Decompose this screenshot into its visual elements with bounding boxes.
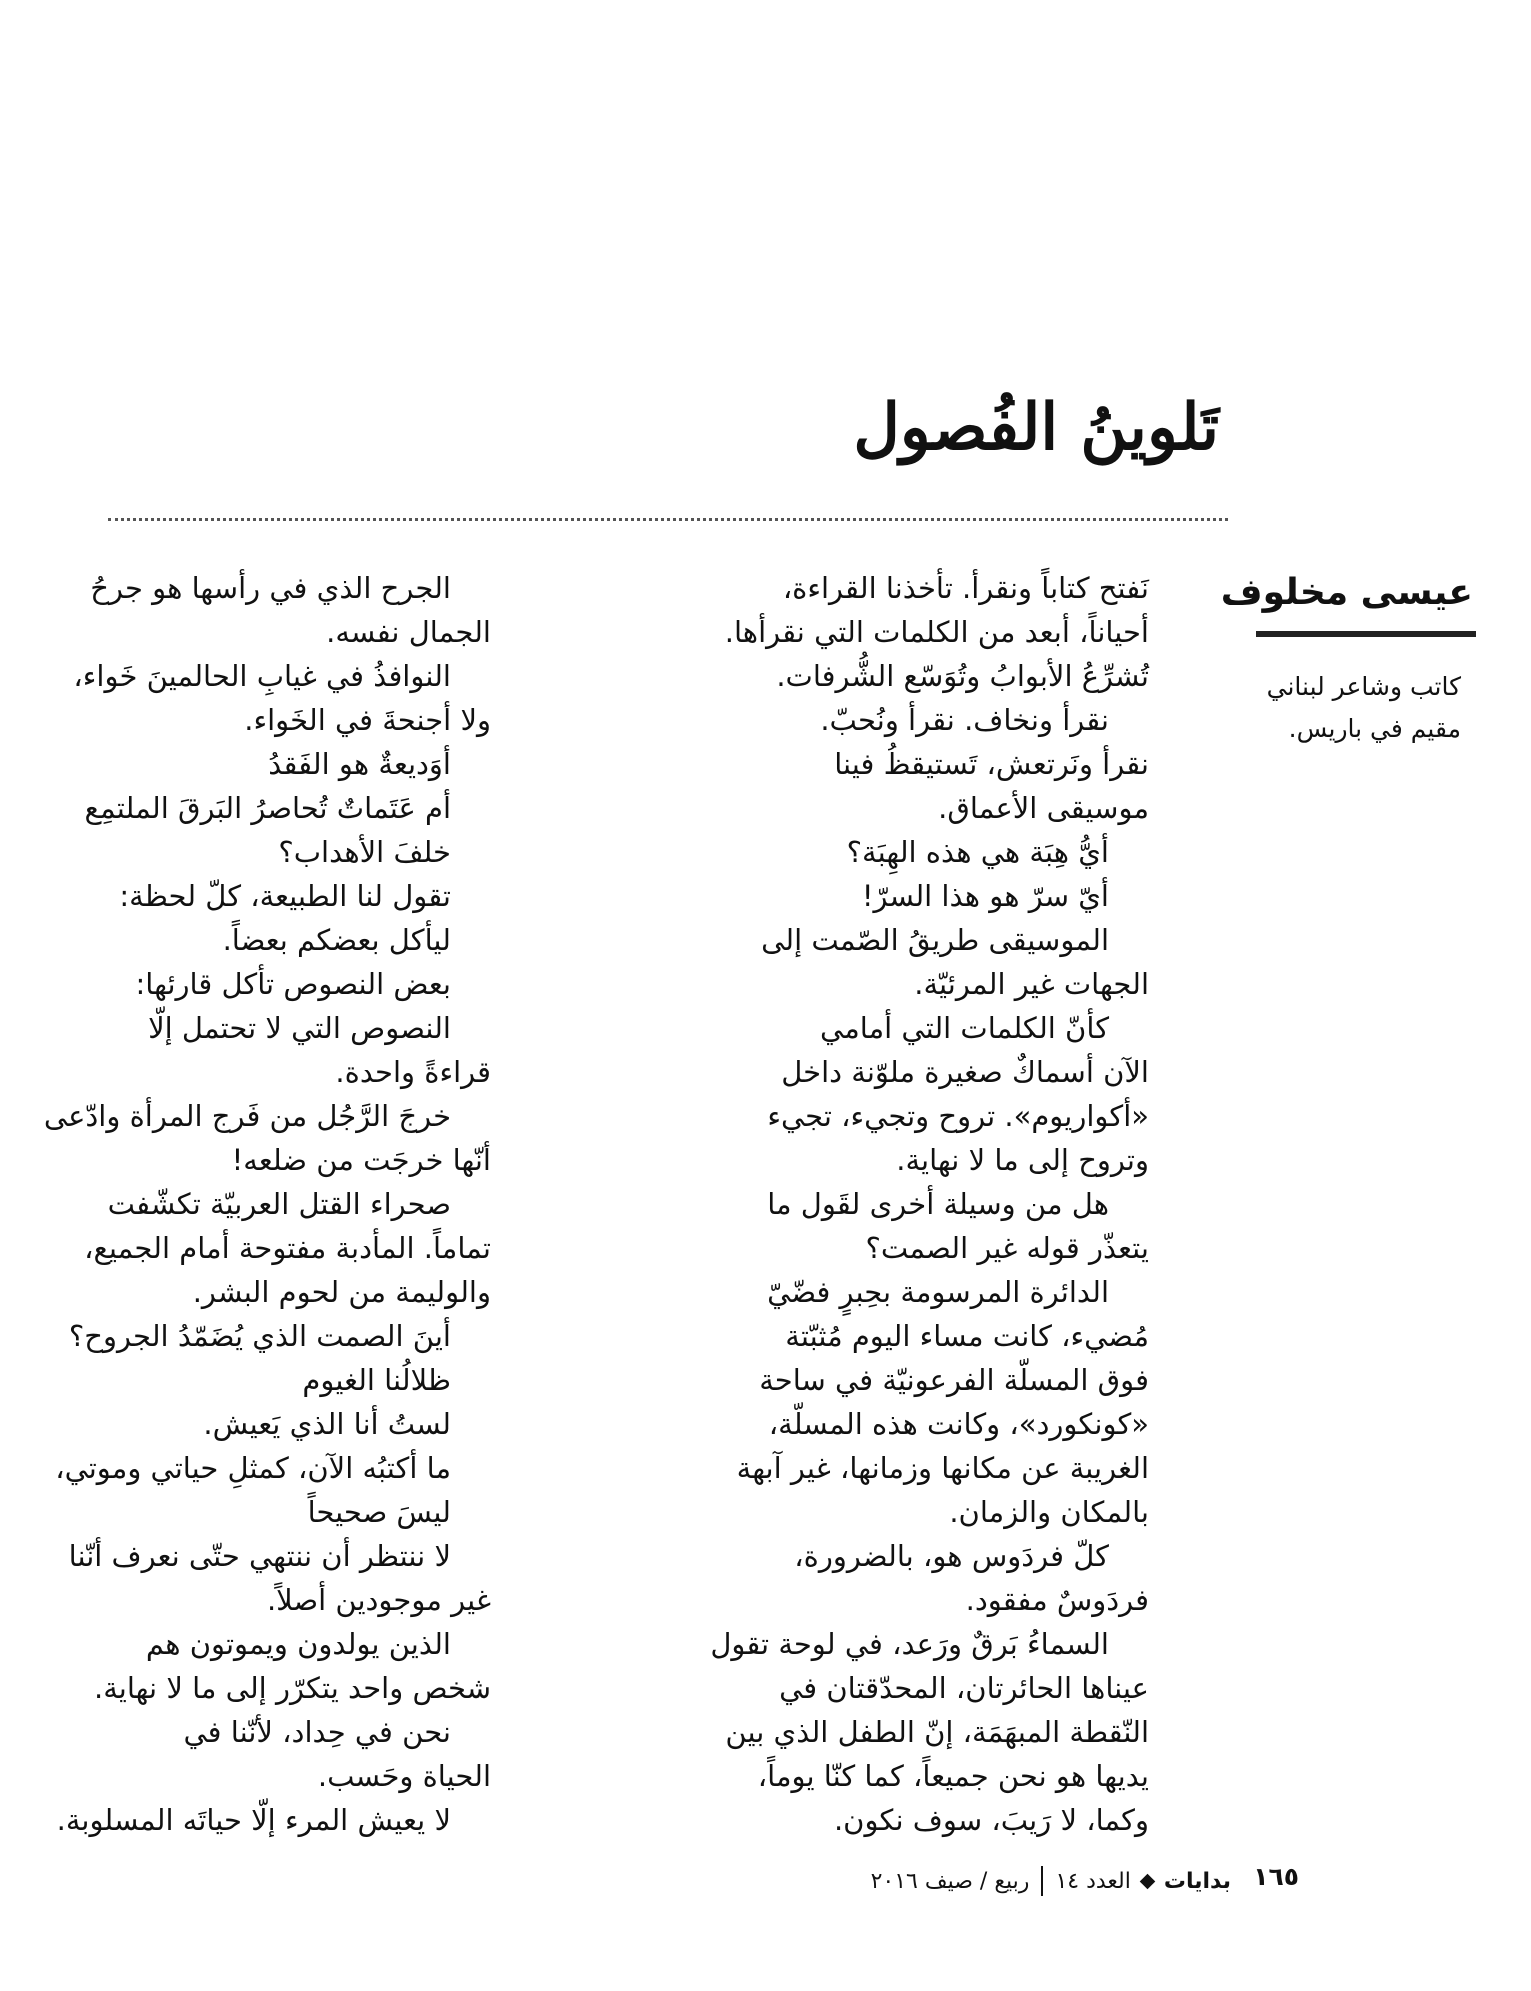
poem-line: نَفتح كتاباً ونقرأ. تأخذنا القراءة، <box>782 571 1149 605</box>
poem-line: ليسَ صحيحاً <box>307 1495 451 1529</box>
poem-line: تقول لنا الطبيعة، كلّ لحظة: <box>119 879 451 913</box>
poem-line: الدائرة المرسومة بحِبرٍ فضّيّ <box>767 1275 1109 1309</box>
poem-line: بالمكان والزمان. <box>949 1495 1149 1529</box>
poem-line: الذين يولدون ويموتون هم <box>145 1627 451 1661</box>
issue-season: ربيع / صيف ٢٠١٦ <box>870 1868 1030 1894</box>
poem-line: النوافذُ في غيابِ الحالمينَ خَواء، <box>73 659 451 693</box>
poem-line: الآن أسماكٌ صغيرة ملوّنة داخل <box>781 1055 1149 1089</box>
poem-line: الموسيقى طريقُ الصّمت إلى <box>761 923 1109 957</box>
poem-line: كأنّ الكلمات التي أمامي <box>820 1011 1109 1045</box>
diamond-icon <box>1140 1873 1156 1889</box>
poem-line: صحراء القتل العربيّة تكشّفت <box>107 1187 451 1221</box>
poem-line: بعض النصوص تأكل قارئها: <box>135 967 451 1001</box>
poem-line: فردَوسٌ مفقود. <box>965 1583 1149 1617</box>
title-divider <box>108 518 1228 521</box>
poem-line: أيّ سرّ هو هذا السرّ! <box>861 879 1109 913</box>
poem-line: خلفَ الأهداب؟ <box>278 835 451 869</box>
poem-line: ليأكل بعضكم بعضاً. <box>222 923 451 957</box>
poem-line: تماماً. المأدبة مفتوحة أمام الجميع، <box>84 1231 491 1265</box>
poem-line: أوَديعةٌ هو الفَقدُ <box>268 747 451 781</box>
poem-column-left <box>43 566 491 1842</box>
page-number: ١٦٥ <box>1253 1862 1299 1891</box>
poem-line: يديها هو نحن جميعاً، كما كنّا يوماً، <box>757 1759 1149 1793</box>
article-title: تَلوينُ الفُصول <box>853 390 1219 465</box>
poem-line: كلّ فردَوس هو، بالضرورة، <box>794 1539 1109 1573</box>
poem-line: شخص واحد يتكرّر إلى ما لا نهاية. <box>94 1671 491 1705</box>
poem-line: «أكواريوم». تروح وتجيء، تجيء <box>767 1099 1149 1133</box>
magazine-name: بدايات <box>1163 1868 1231 1894</box>
poem-column-right <box>709 566 1149 1842</box>
author-bio <box>1267 666 1461 750</box>
poem-line: خرجَ الرَّجُل من فَرج المرأة وادّعى <box>43 1099 451 1133</box>
poem-line: الحياة وحَسب. <box>317 1759 491 1793</box>
poem-line: الغريبة عن مكانها وزمانها، غير آبهة <box>736 1451 1149 1485</box>
poem-line: موسيقى الأعماق. <box>938 791 1149 825</box>
poem-line: أينَ الصمت الذي يُضَمّدُ الجروح؟ <box>68 1319 451 1353</box>
poem-line: تُشرِّعُ الأبوابُ وتُوَسّع الشُّرفات. <box>776 659 1149 693</box>
poem-line: أيُّ هِبَة هي هذه الهِبَة؟ <box>846 835 1109 869</box>
poem-line: ولا أجنحةَ في الخَواء. <box>244 703 491 737</box>
poem-line: أنّها خرجَت من ضلعه! <box>231 1143 491 1177</box>
poem-line: مُضيء، كانت مساء اليوم مُثبّتة <box>785 1319 1149 1353</box>
poem-line: يتعذّر قوله غير الصمت؟ <box>865 1231 1149 1265</box>
poem-line: لا يعيش المرء إلّا حياتَه المسلوبة. <box>56 1803 451 1837</box>
poem-line: قراءةً واحدة. <box>335 1055 491 1089</box>
poem-line: عيناها الحائرتان، المحدّقتان في <box>779 1671 1149 1705</box>
poem-line: «كونكورد»، وكانت هذه المسلّة، <box>768 1407 1149 1441</box>
poem-line: ما أكتبُه الآن، كمثلِ حياتي وموتي، <box>55 1451 451 1485</box>
footer-separator <box>1041 1866 1043 1896</box>
author-bio-line: كاتب وشاعر لبناني <box>1266 672 1461 701</box>
poem-line: نحن في حِداد، لأنّنا في <box>183 1715 451 1749</box>
page-footer <box>871 1866 1231 1896</box>
poem-line: لا ننتظر أن ننتهي حتّى نعرف أنّنا <box>68 1539 451 1573</box>
poem-line: وتروح إلى ما لا نهاية. <box>896 1143 1149 1177</box>
author-name: عيسى مخلوف <box>1220 572 1473 613</box>
poem-line: أم عَتَماتٌ تُحاصرُ البَرقَ الملتمِع <box>84 791 451 825</box>
poem-line: وكما، لا رَيبَ، سوف نكون. <box>833 1803 1149 1837</box>
poem-line: الجمال نفسه. <box>326 615 491 649</box>
author-divider <box>1256 631 1476 637</box>
poem-line: أحياناً، أبعد من الكلمات التي نقرأها. <box>724 615 1149 649</box>
poem-line: لستُ أنا الذي يَعيش. <box>203 1407 451 1441</box>
poem-line: نقرأ ونَرتعش، تَستيقظُ فينا <box>834 747 1149 781</box>
issue-number: العدد ١٤ <box>1055 1868 1131 1894</box>
poem-line: غير موجودين أصلاً. <box>266 1583 491 1617</box>
poem-line: فوق المسلّة الفرعونيّة في ساحة <box>759 1363 1149 1397</box>
poem-line: الجهات غير المرئيّة. <box>914 967 1149 1001</box>
poem-line: السماءُ بَرقٌ ورَعد، في لوحة تقول <box>710 1627 1109 1661</box>
poem-line: والوليمة من لحوم البشر. <box>192 1275 491 1309</box>
poem-line: النصوص التي لا تحتمل إلّا <box>148 1011 451 1045</box>
poem-line: ظلالُنا الغيوم <box>302 1363 451 1397</box>
poem-line: الجرح الذي في رأسها هو جرحُ <box>90 571 451 605</box>
poem-line: هل من وسيلة أخرى لقَول ما <box>767 1187 1109 1221</box>
poem-line: النّقطة المبهَمَة، إنّ الطفل الذي بين <box>725 1715 1149 1749</box>
poem-line: نقرأ ونخاف. نقرأ ونُحبّ. <box>820 703 1109 737</box>
author-bio-line: مقيم في باريس. <box>1288 714 1461 743</box>
